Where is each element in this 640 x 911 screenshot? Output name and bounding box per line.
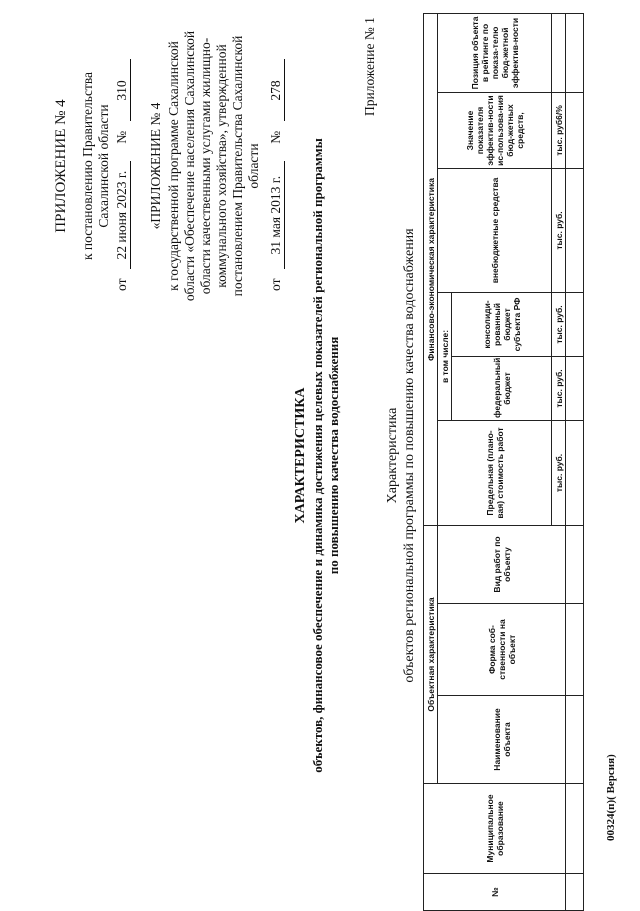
program-appendix-date: 31 мая 2013 г. bbox=[268, 161, 285, 269]
table-row-cell bbox=[566, 604, 584, 696]
subtitle-line2: объектов региональной программы по повышению качества водоснабжения bbox=[402, 228, 417, 683]
program-appendix-text: к государственной программе Сахалинской области «Обеспечение населения Сахалинской области качественными услугами жилищно- коммунального хозяйства», утвержденной постановлением Правительства Сахалинской области bbox=[166, 30, 261, 302]
col-consolidated-header: консолиди-рованный бюджет субъекта РФ bbox=[452, 292, 552, 356]
appendix-4-title: ПРИЛОЖЕНИЕ № 4 bbox=[53, 99, 69, 233]
footer-code: 00324(п)( Версия) bbox=[605, 754, 617, 841]
table-row-cell bbox=[566, 784, 584, 874]
main-title-line2: по повышению качества водоснабжения bbox=[326, 336, 341, 575]
number-prefix: № bbox=[114, 130, 129, 144]
appendix-4-line1: к постановлению Правительства bbox=[80, 71, 95, 261]
appendix-4-line2: Сахалинской области bbox=[96, 104, 111, 228]
col-cost-header: Предельная (плано-вая) стоимость работ bbox=[438, 420, 552, 525]
appendix-4-date: 22 июня 2023 г. bbox=[114, 161, 131, 269]
table-row-cell bbox=[566, 168, 584, 292]
table-row-cell bbox=[566, 696, 584, 784]
unit-extrabudget: тыс. руб. bbox=[552, 168, 566, 292]
unit-position-empty bbox=[552, 13, 566, 92]
subtitle-heading: Характеристика bbox=[385, 407, 400, 504]
date-prefix: от bbox=[268, 278, 283, 291]
col-number-header: № bbox=[424, 874, 566, 911]
main-title-heading: ХАРАКТЕРИСТИКА bbox=[293, 387, 308, 524]
appendix-1-label: Приложение № 1 bbox=[362, 17, 377, 116]
unit-consolidated: тыс. руб. bbox=[552, 292, 566, 356]
appendix-4-date-row bbox=[114, 31, 131, 291]
program-appendix-title: «ПРИЛОЖЕНИЕ № 4 bbox=[148, 102, 163, 230]
col-federal-header: федеральный бюджет bbox=[452, 356, 552, 420]
group-finance-header: Финансово-экономическая характеристика bbox=[424, 13, 438, 525]
group-object-header: Объектная характеристика bbox=[424, 525, 438, 783]
main-title-line1: объектов, финансовое обеспечение и динамика достижения целевых показателей региональной программы bbox=[310, 138, 325, 773]
table-row-cell bbox=[566, 874, 584, 911]
objects-table bbox=[423, 13, 584, 911]
table-row-cell bbox=[566, 356, 584, 420]
col-extrabudget-header: внебюджетные средства bbox=[438, 168, 552, 292]
appendix-4-number: 310 bbox=[114, 60, 131, 122]
unit-indicator: тыс. руб6/% bbox=[552, 92, 566, 168]
col-ownership-header: Форма соб-ственности на объект bbox=[438, 604, 566, 696]
unit-cost: тыс. руб. bbox=[552, 420, 566, 525]
col-municipal-header: Муниципальное образование bbox=[424, 784, 566, 874]
col-name-header: Наименование объекта bbox=[438, 696, 566, 784]
date-prefix: от bbox=[114, 278, 129, 291]
program-appendix-number: 278 bbox=[268, 60, 285, 122]
table-row-cell bbox=[566, 525, 584, 603]
table-row-cell bbox=[566, 292, 584, 356]
col-work-header: Вид работ по объекту bbox=[438, 525, 566, 603]
unit-federal: тыс. руб. bbox=[552, 356, 566, 420]
table-row-cell bbox=[566, 92, 584, 168]
col-indicator-header: Значение показателя эффектив-ности ис-пользова-ния бюд-жетных средств, bbox=[438, 92, 552, 168]
program-appendix-date-row bbox=[268, 31, 285, 291]
number-prefix: № bbox=[268, 130, 283, 144]
col-position-header: Позиция объекта в рейтинге по показа-телю бюд-жетной эффектив-ности bbox=[438, 13, 552, 92]
table-row-cell bbox=[566, 420, 584, 525]
in-that-header: в том числе: bbox=[438, 292, 452, 420]
table-row-cell bbox=[566, 13, 584, 92]
